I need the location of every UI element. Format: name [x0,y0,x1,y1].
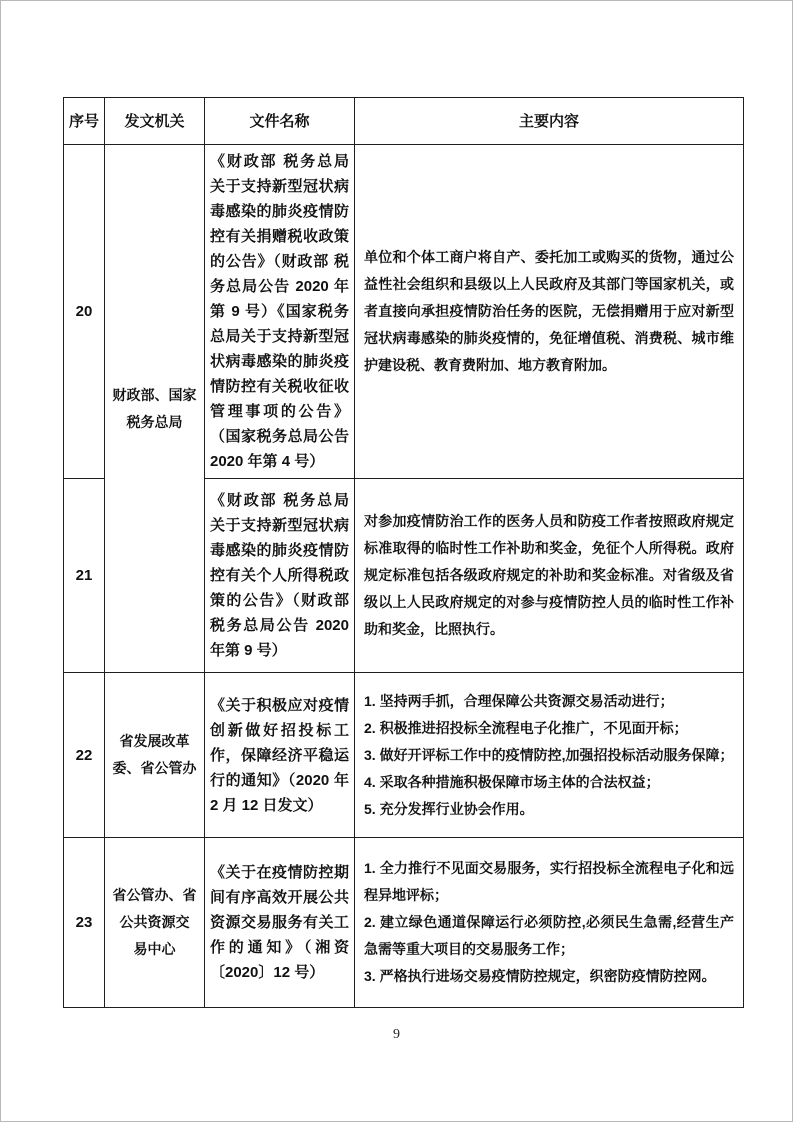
policy-documents-table [63,97,744,1008]
row-22-document-name: 《关于积极应对疫情创新做好招投标工作，保障经济平稳运行的通知》（2020 年 2 月 12 日发文） [205,673,355,838]
table-row-20 [64,145,744,479]
agency-line: 易中心 [133,941,176,957]
agency-line: 公共资源交 [119,914,190,930]
agency-line: 省发展改革 [119,733,190,749]
content-item-5: 5. 充分发挥行业协会作用。 [364,800,534,817]
row-22-number: 22 [64,673,105,838]
row-23-agency [105,838,205,1008]
row-22-main-content [355,673,744,838]
table-row-22 [64,673,744,838]
row-21-number: 21 [64,479,105,673]
table-row-23 [64,838,744,1008]
header-document-name: 文件名称 [205,98,355,145]
header-serial-number: 序号 [64,98,105,145]
row-20-number: 20 [64,145,105,479]
table-header-row [64,98,744,145]
row-23-number: 23 [64,838,105,1008]
content-item-2: 2. 积极推进招投标全流程电子化推广，不见面开标； [364,719,688,736]
row-20-document-name: 《财政部 税务总局关于支持新型冠状病毒感染的肺炎疫情防控有关捐赠税收政策的公告》（财政部 税务总局公告 2020 年第 9 号）《国家税务总局关于支持新型冠状病毒感染的肺炎疫情防控有关税收征收管理事项的公告》（国家税务总局公告 2020 年第 4 号） [205,145,355,479]
agency-line: 税务总局 [126,413,183,430]
row-22-agency [105,673,205,838]
page-number: 9 [393,1027,400,1042]
agency-line: 财政部、国家 [112,386,197,403]
agency-line: 委、省公管办 [112,760,197,776]
content-item-3: 3. 做好开评标工作中的疫情防控,加强招投标活动服务保障； [364,746,734,763]
agency-line: 省公管办、省 [112,887,197,903]
row-23-document-name: 《关于在疫情防控期间有序高效开展公共资源交易服务有关工作的通知》（湘资〔2020〕12 号） [205,838,355,1008]
row-21-document-name: 《财政部 税务总局关于支持新型冠状病毒感染的肺炎疫情防控有关个人所得税政策的公告》（财政部 税务总局公告 2020 年第 9 号） [205,479,355,673]
content-item-1: 1. 全力推行不见面交易服务，实行招投标全流程电子化和远程异地评标； [364,860,734,903]
content-item-2: 2. 建立绿色通道保障运行必须防控,必须民生急需,经营生产急需等重大项目的交易服务工作； [364,914,734,957]
header-issuing-agency: 发文机关 [105,98,205,145]
row-20-main-content: 单位和个体工商户将自产、委托加工或购买的货物，通过公益性社会组织和县级以上人民政府及其部门等国家机关，或者直接向承担疫情防治任务的医院，无偿捐赠用于应对新型冠状病毒感染的肺炎疫情的，免征增值税、消费税、城市维护建设税、教育费附加、地方教育附加。 [355,145,744,479]
header-main-content: 主要内容 [355,98,744,145]
content-item-4: 4. 采取各种措施积极保障市场主体的合法权益； [364,773,660,790]
content-item-1: 1. 坚持两手抓，合理保障公共资源交易活动进行； [364,692,674,709]
row-23-main-content [355,838,744,1008]
content-item-3: 3. 严格执行进场交易疫情防控规定，织密防疫情防控网。 [364,968,716,984]
row-20-21-agency [105,145,205,673]
row-21-main-content: 对参加疫情防治工作的医务人员和防疫工作者按照政府规定标准取得的临时性工作补助和奖金，免征个人所得税。政府规定标准包括各级政府规定的补助和奖金标准。对省级及省级以上人民政府规定的对参与疫情防控人员的临时性工作补助和奖金，比照执行。 [355,479,744,673]
